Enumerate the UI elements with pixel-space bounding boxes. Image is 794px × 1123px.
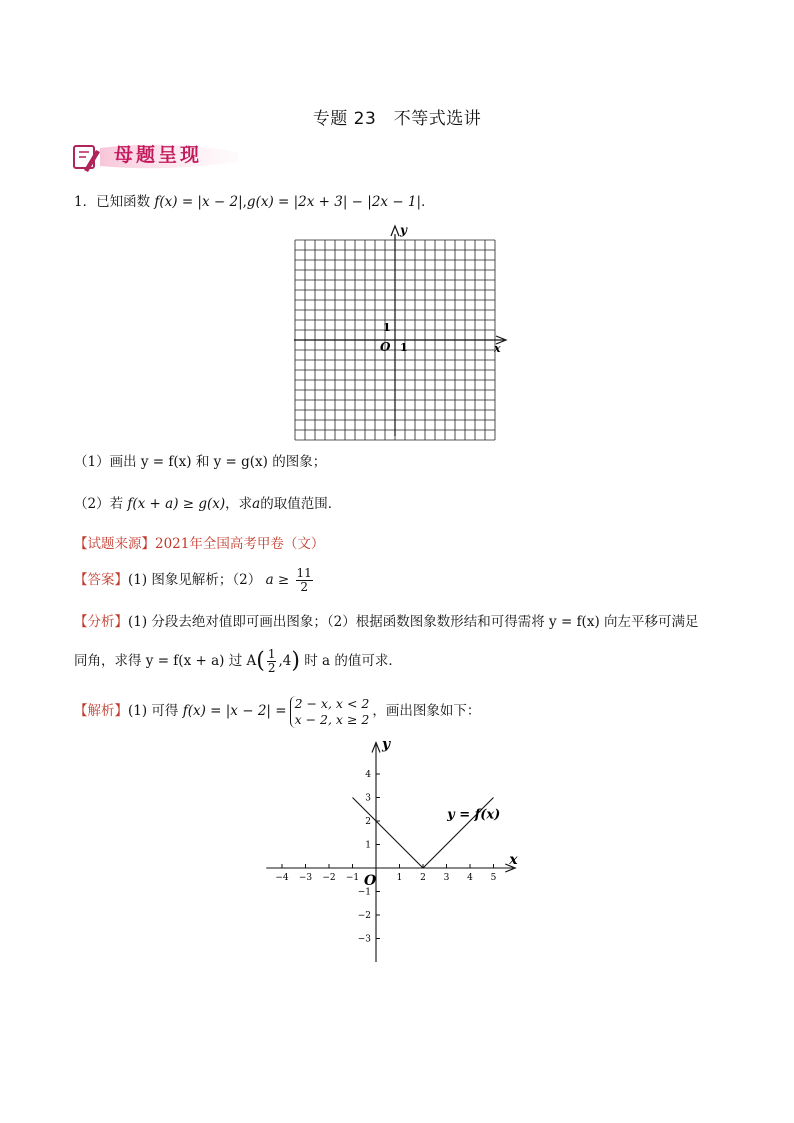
point-den: 2: [267, 661, 276, 675]
origin-label: O: [364, 873, 377, 889]
part2-prefix: （2）若: [74, 496, 124, 512]
y-tick-label: 1: [365, 840, 371, 851]
grid-one-y: 1: [383, 321, 391, 334]
solution-text: (1) 可得: [128, 703, 179, 719]
grid-x-label: x: [494, 342, 501, 355]
analysis-tag: 【分析】: [74, 614, 128, 630]
part2-variable: a: [252, 496, 261, 512]
end-mark: ．: [421, 194, 435, 210]
banner-text: 母题呈现: [114, 144, 203, 166]
x-tick-label: −1: [345, 873, 360, 883]
analysis-text1: (1) 分段去绝对值即可画出图象；（2）根据函数图象数形结和可得需将 y = f(x) 向左平移可满足: [128, 614, 699, 630]
solution-text2: ，画出图象如下：: [372, 703, 481, 719]
solution-tag: 【解析】: [74, 703, 128, 719]
source-tag: 【试题来源】: [74, 536, 155, 552]
case-2: x − 2, x ≥ 2: [294, 711, 370, 727]
part2-suffix: 的取值范围．: [260, 496, 342, 512]
part2-mid: ，求: [225, 496, 253, 512]
answer-line: [74, 565, 315, 595]
point-a-x-fraction: [267, 648, 277, 675]
answer-part1: (1) 图象见解析；（2）: [128, 572, 262, 588]
x-tick-label: −4: [275, 873, 289, 883]
analysis-line1: [74, 612, 699, 632]
page-title: 专题 23 不等式选讲: [312, 109, 482, 129]
problem-number: 1．: [74, 194, 97, 210]
y-tick-label: −2: [357, 911, 371, 921]
separator: ,: [242, 194, 247, 210]
fraction-denominator: 2: [300, 580, 308, 594]
fraction-numerator: 11: [296, 566, 312, 580]
y-tick-label: 3: [365, 793, 371, 804]
x-tick-label: −3: [298, 873, 313, 883]
answer-tag: 【答案】: [74, 572, 128, 588]
analysis-text2: 同角，求得 y = f(x + a) 过 A: [74, 653, 257, 669]
g-definition: g(x) = |2x + 3| − |2x − 1|: [246, 194, 422, 210]
y-tick-label: −3: [357, 934, 371, 945]
y-tick-label: 2: [365, 817, 371, 827]
part1-text: （1）画出 y = f(x) 和 y = g(x) 的图象；: [74, 454, 327, 470]
x-tick-label: 3: [443, 873, 450, 883]
point-a-y: ,4: [278, 653, 292, 669]
answer-fraction: [296, 567, 313, 594]
x-tick-label: 1: [396, 873, 403, 883]
solution-line: [74, 694, 480, 728]
answer-inequality: a ≥: [265, 572, 290, 588]
x-axis-label: x: [509, 852, 518, 868]
piecewise-cases: [290, 696, 370, 728]
blank-grid-figure: [290, 220, 510, 442]
y-axis-label: y: [382, 736, 391, 753]
analysis-text3: 时 a 的值可求．: [304, 653, 402, 669]
f-definition: f(x) = |x − 2|: [154, 194, 243, 210]
function-graph: [258, 730, 538, 970]
y-tick-label: 4: [365, 770, 371, 780]
x-tick-label: 4: [467, 873, 473, 883]
part2-inequality: f(x + a) ≥ g(x): [127, 496, 226, 512]
grid-y-label: y: [400, 223, 407, 237]
case-1: 2 − x, x < 2: [294, 695, 370, 711]
curve-label: y = f(x): [447, 807, 501, 823]
x-tick-label: −2: [322, 873, 336, 883]
grid-origin-label: O: [380, 340, 391, 354]
book-pen-icon: [74, 146, 100, 172]
x-tick-label: 2: [420, 873, 426, 883]
analysis-line2: 同角，求得 y = f(x + a) 过 A( $\frac{1}{2}$ ,4) 时 a 的值可求．: [74, 647, 402, 675]
grid-one-x: 1: [400, 341, 408, 354]
solution-expr: f(x) = |x − 2| =: [182, 703, 287, 719]
source-line: [74, 534, 324, 554]
y-tick-label: −1: [357, 887, 371, 898]
part2-text: [74, 494, 341, 514]
problem-statement: [74, 192, 435, 212]
point-num: 1: [267, 647, 276, 661]
problem-intro: 已知函数: [96, 194, 151, 210]
source-text: 2021年全国高考甲卷（文）: [155, 536, 325, 552]
x-tick-label: 5: [490, 873, 497, 883]
